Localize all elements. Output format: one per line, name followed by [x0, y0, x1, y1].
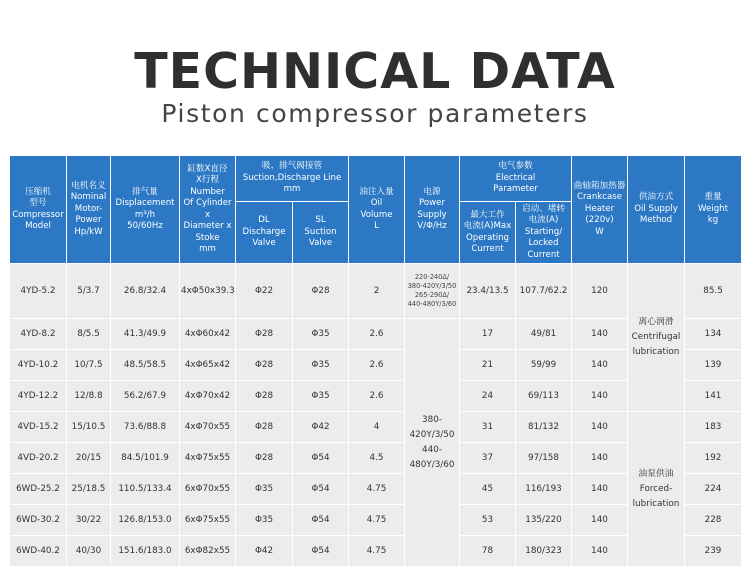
- cell-cylinder: 4xΦ70x55: [180, 412, 236, 443]
- text-line: 440-: [422, 444, 442, 455]
- cell-weight: 224: [685, 474, 742, 505]
- cell-oil-method-centrifugal: [628, 264, 685, 412]
- cell-max-current: 21: [460, 350, 516, 381]
- cell-weight: 134: [685, 319, 742, 350]
- cell-model: 6WD-40.2: [10, 536, 67, 567]
- cell-sl: Φ35: [293, 350, 349, 381]
- header-model: [10, 156, 67, 264]
- cell-starting-current: 59/99: [516, 350, 572, 381]
- cell-max-current: 17: [460, 319, 516, 350]
- cell-heater: 140: [572, 505, 628, 536]
- cell-dl: Φ28: [236, 412, 293, 443]
- text-line: Parameter: [493, 184, 538, 195]
- cell-displacement: 41.3/49.9: [111, 319, 180, 350]
- cell-cylinder: 6xΦ70x55: [180, 474, 236, 505]
- page-title: TECHNICAL DATA: [134, 43, 616, 100]
- cell-max-current: 37: [460, 443, 516, 474]
- text-line: Heater: [584, 203, 615, 214]
- cell-sl: Φ42: [293, 412, 349, 443]
- cell-weight: 228: [685, 505, 742, 536]
- cell-cylinder: 4xΦ50x39.3: [180, 264, 236, 319]
- header-suction-discharge-group: [236, 156, 349, 202]
- header-starting-current: [516, 202, 572, 264]
- text-line: DL: [258, 215, 270, 226]
- cell-sl: Φ54: [293, 474, 349, 505]
- text-line: Power: [75, 215, 102, 226]
- text-line: 启动、堵转: [522, 203, 565, 214]
- cell-oil-volume: 4.5: [349, 443, 405, 474]
- text-line: 油泵供油: [638, 468, 674, 479]
- cell-dl: Φ35: [236, 505, 293, 536]
- text-line: Stoke: [195, 232, 220, 243]
- cell-sl: Φ54: [293, 443, 349, 474]
- cell-oil-volume: 2.6: [349, 381, 405, 412]
- cell-model: 4VD-15.2: [10, 412, 67, 443]
- header-crankcase-heater: [572, 156, 628, 264]
- cell-motor: 12/8.8: [67, 381, 111, 412]
- cell-oil-volume: 2.6: [349, 350, 405, 381]
- text-line: Suction: [304, 226, 337, 237]
- text-line: 电气参数: [498, 161, 533, 172]
- cell-oil-method-forced: [628, 412, 685, 567]
- cell-heater: 140: [572, 350, 628, 381]
- cell-dl: Φ28: [236, 319, 293, 350]
- text-line: Oil: [370, 198, 383, 208]
- cell-oil-volume: 4.75: [349, 474, 405, 505]
- text-line: Suction,Discharge Line: [242, 172, 342, 183]
- cell-heater: 140: [572, 319, 628, 350]
- text-line: 电源: [423, 186, 441, 197]
- cell-model: 4YD-8.2: [10, 319, 67, 350]
- text-line: Method: [639, 215, 673, 226]
- text-line: (220v): [585, 215, 614, 226]
- cell-dl: Φ28: [236, 443, 293, 474]
- text-line: 吸、排气阀接管: [261, 161, 323, 172]
- header-discharge-valve: [236, 202, 293, 264]
- text-line: V/Φ/Hz: [417, 221, 447, 231]
- text-line: 220-240Δ/: [414, 273, 450, 281]
- cell-starting-current: 107.7/62.2: [516, 264, 572, 319]
- cell-model: 4VD-20.2: [10, 443, 67, 474]
- cell-oil-volume: 4: [349, 412, 405, 443]
- cell-sl: Φ54: [293, 505, 349, 536]
- text-line: 油注入量: [359, 186, 394, 197]
- technical-data-table: [9, 155, 742, 567]
- text-line: Forced-: [639, 483, 673, 494]
- text-line: Compressor: [12, 209, 64, 220]
- cell-cylinder: 4xΦ60x42: [180, 319, 236, 350]
- cell-heater: 140: [572, 474, 628, 505]
- cell-cylinder: 4xΦ70x42: [180, 381, 236, 412]
- text-line: mm: [199, 244, 216, 254]
- cell-dl: Φ22: [236, 264, 293, 319]
- cell-heater: 120: [572, 264, 628, 319]
- cell-oil-volume: 2.6: [349, 319, 405, 350]
- text-line: Displacement: [115, 198, 175, 208]
- text-line: Diameter x: [183, 221, 232, 231]
- cell-model: 4YD-12.2: [10, 381, 67, 412]
- text-line: Operating: [466, 232, 509, 243]
- cell-heater: 140: [572, 412, 628, 443]
- cell-weight: 239: [685, 536, 742, 567]
- text-line: Weight: [698, 203, 728, 214]
- text-line: Starting/: [524, 226, 563, 237]
- cell-motor: 15/10.5: [67, 412, 111, 443]
- cell-oil-volume: 4.75: [349, 536, 405, 567]
- cell-max-current: 53: [460, 505, 516, 536]
- text-line: Current: [471, 244, 504, 254]
- cell-displacement: 26.8/32.4: [111, 264, 180, 319]
- cell-weight: 183: [685, 412, 742, 443]
- cell-weight: 192: [685, 443, 742, 474]
- text-line: L: [374, 221, 379, 231]
- text-line: 最大工作: [470, 209, 505, 220]
- cell-cylinder: 6xΦ75x55: [180, 505, 236, 536]
- cell-displacement: 56.2/67.9: [111, 381, 180, 412]
- text-line: X行程: [195, 175, 220, 185]
- cell-sl: Φ35: [293, 319, 349, 350]
- cell-heater: 140: [572, 536, 628, 567]
- text-line: 440-480Y/3/60: [407, 300, 457, 308]
- text-line: Number: [190, 186, 225, 197]
- text-line: Supply: [417, 209, 447, 220]
- text-line: Valve: [252, 238, 276, 249]
- cell-starting-current: 180/323: [516, 536, 572, 567]
- cell-power-supply-first: [405, 264, 460, 319]
- text-line: W: [595, 226, 604, 237]
- cell-motor: 20/15: [67, 443, 111, 474]
- text-line: Motor-: [74, 203, 103, 214]
- cell-model: 4YD-10.2: [10, 350, 67, 381]
- cell-motor: 10/7.5: [67, 350, 111, 381]
- cell-oil-volume: 2: [349, 264, 405, 319]
- text-line: 265-290Δ/: [414, 291, 450, 299]
- header-weight: [685, 156, 742, 264]
- cell-max-current: 23.4/13.5: [460, 264, 516, 319]
- header-electrical-group: [460, 156, 572, 202]
- cell-starting-current: 69/113: [516, 381, 572, 412]
- cell-motor: 25/18.5: [67, 474, 111, 505]
- text-line: 曲轴箱加热器: [573, 180, 626, 191]
- cell-dl: Φ28: [236, 381, 293, 412]
- cell-heater: 140: [572, 381, 628, 412]
- cell-starting-current: 135/220: [516, 505, 572, 536]
- text-line: m³/h: [134, 209, 156, 220]
- cell-displacement: 48.5/58.5: [111, 350, 180, 381]
- cell-sl: Φ28: [293, 264, 349, 319]
- cell-max-current: 45: [460, 474, 516, 505]
- cell-starting-current: 49/81: [516, 319, 572, 350]
- header-max-current: [460, 202, 516, 264]
- text-line: Discharge: [242, 226, 286, 237]
- text-line: Centrifugal: [631, 332, 681, 342]
- text-line: Current: [527, 249, 560, 260]
- header-oil-volume: [349, 156, 405, 264]
- text-line: 供油方式: [638, 192, 674, 203]
- cell-displacement: 110.5/133.4: [111, 474, 180, 505]
- cell-sl: Φ54: [293, 536, 349, 567]
- cell-motor: 40/30: [67, 536, 111, 567]
- text-line: Nominal: [70, 192, 107, 203]
- text-line: lubrication: [632, 347, 680, 357]
- header-oil-supply-method: [628, 156, 685, 264]
- text-line: 420Y/3/50: [409, 429, 455, 440]
- text-line: 480Y/3/60: [409, 459, 455, 470]
- text-line: 排气量: [132, 186, 158, 197]
- page-subtitle: Piston compressor parameters: [161, 99, 589, 128]
- cell-model: 6WD-30.2: [10, 505, 67, 536]
- text-line: Oil Supply: [634, 203, 678, 214]
- cell-displacement: 84.5/101.9: [111, 443, 180, 474]
- cell-starting-current: 81/132: [516, 412, 572, 443]
- cell-cylinder: 4xΦ65x42: [180, 350, 236, 381]
- text-line: 离心润滑: [638, 317, 674, 327]
- cell-starting-current: 97/158: [516, 443, 572, 474]
- cell-sl: Φ35: [293, 381, 349, 412]
- text-line: 型号: [29, 198, 47, 208]
- cell-cylinder: 6xΦ82x55: [180, 536, 236, 567]
- text-line: Locked: [528, 238, 559, 249]
- text-line: Crankcase: [577, 192, 622, 203]
- cell-heater: 140: [572, 443, 628, 474]
- text-line: Of Cylinder x: [183, 198, 232, 220]
- text-line: kg: [707, 215, 719, 226]
- text-line: 重量: [704, 192, 722, 203]
- cell-max-current: 78: [460, 536, 516, 567]
- cell-oil-volume: 4.75: [349, 505, 405, 536]
- text-line: Hp/kW: [74, 226, 103, 237]
- text-line: SL: [315, 215, 326, 226]
- cell-weight: 139: [685, 350, 742, 381]
- cell-max-current: 31: [460, 412, 516, 443]
- cell-cylinder: 4xΦ75x55: [180, 443, 236, 474]
- text-line: lubrication: [632, 498, 680, 509]
- cell-motor: 30/22: [67, 505, 111, 536]
- cell-model: 4YD-5.2: [10, 264, 67, 319]
- cell-displacement: 126.8/153.0: [111, 505, 180, 536]
- text-line: Model: [25, 221, 51, 231]
- cell-motor: 8/5.5: [67, 319, 111, 350]
- cell-motor: 5/3.7: [67, 264, 111, 319]
- header-motor-power: [67, 156, 111, 264]
- cell-model: 6WD-25.2: [10, 474, 67, 505]
- text-line: 电流(A): [528, 215, 559, 226]
- header-power-supply: [405, 156, 460, 264]
- text-line: mm: [283, 184, 301, 195]
- cell-power-supply-merged: [405, 319, 460, 567]
- text-line: Valve: [308, 238, 333, 249]
- header-displacement: [111, 156, 180, 264]
- text-line: 50/60Hz: [127, 221, 163, 231]
- cell-displacement: 151.6/183.0: [111, 536, 180, 567]
- cell-displacement: 73.6/88.8: [111, 412, 180, 443]
- text-line: 电机名义: [71, 180, 106, 191]
- cell-weight: 141: [685, 381, 742, 412]
- text-line: 380-: [422, 414, 442, 425]
- cell-starting-current: 116/193: [516, 474, 572, 505]
- cell-dl: Φ35: [236, 474, 293, 505]
- cell-dl: Φ28: [236, 350, 293, 381]
- cell-max-current: 24: [460, 381, 516, 412]
- text-line: Power: [419, 198, 445, 208]
- text-line: 电流(A)Max: [463, 221, 512, 231]
- cell-dl: Φ42: [236, 536, 293, 567]
- text-line: Electrical: [495, 172, 536, 183]
- header-suction-valve: [293, 202, 349, 264]
- cell-weight: 85.5: [685, 264, 742, 319]
- text-line: 缸数X直径: [187, 163, 228, 174]
- text-line: 压缩机: [25, 186, 51, 197]
- header-cylinder: [180, 156, 236, 264]
- text-line: 380-420Y/3/50: [407, 282, 457, 290]
- text-line: Volume: [360, 209, 393, 220]
